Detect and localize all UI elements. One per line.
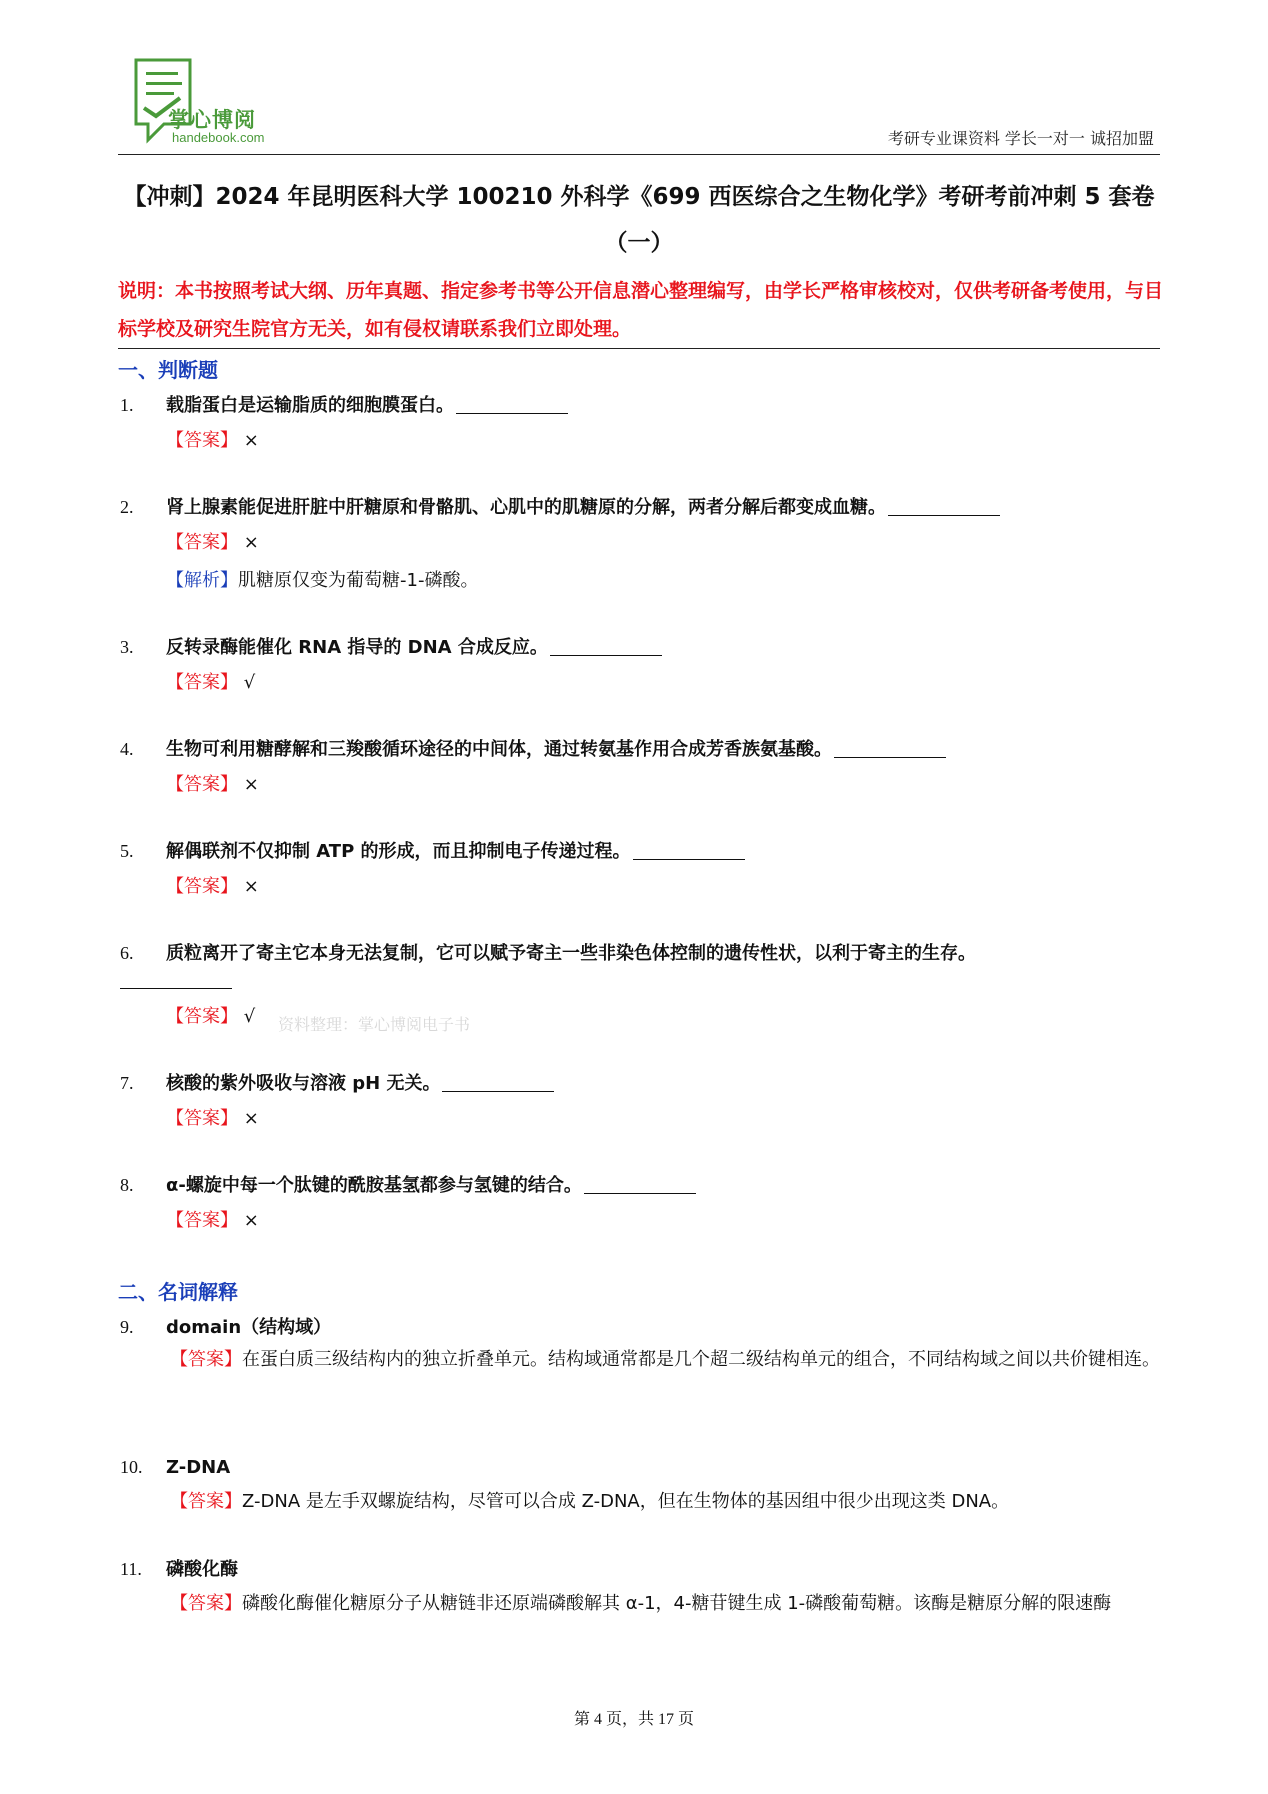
answer-line: 【答案】 × <box>166 430 259 451</box>
term-answer: 【答案】磷酸化酶催化糖原分子从糖链非还原端磷酸解其 α-1，4-糖苷键生成 1-磷酸葡萄糖。该酶是糖原分解的限速酶 <box>170 1593 1112 1614</box>
answer-blank <box>888 497 1000 516</box>
page-number: 第 4 页，共 17 页 <box>573 1711 694 1728</box>
answer-line: 【答案】 × <box>166 774 259 795</box>
question-item: 2. 肾上腺素能促进肝脏中肝糖原和骨骼肌、心肌中的肌糖原的分解，两者分解后都变成血糖。 <box>120 494 1162 521</box>
analysis-line: 【解析】肌糖原仅变为葡萄糖-1-磷酸。 <box>166 570 479 591</box>
logo-site-text: handebook.com <box>172 130 265 145</box>
answer-line: 【答案】 × <box>166 1108 259 1129</box>
question-item: 4. 生物可利用糖酵解和三羧酸循环途径的中间体，通过转氨基作用合成芳香族氨基酸。 <box>120 736 1162 763</box>
logo-brand-text: 掌心博阅 <box>168 108 256 132</box>
answer-blank <box>442 1073 554 1092</box>
term-item: 10. Z-DNA <box>120 1457 231 1478</box>
answer-blank <box>120 970 232 989</box>
answer-line: 【答案】 √ <box>166 1006 256 1027</box>
section-heading-terms: 二、名词解释 <box>118 1280 238 1304</box>
question-item: 3. 反转录酶能催化 RNA 指导的 DNA 合成反应。 <box>120 634 1162 661</box>
question-item: 1. 载脂蛋白是运输脂质的细胞膜蛋白。 <box>120 392 1162 419</box>
page-title: 【冲刺】2024 年昆明医科大学 100210 外科学《699 西医综合之生物化学》考研考前冲刺 5 套卷（一） <box>123 184 1155 256</box>
term-answer: 【答案】在蛋白质三级结构内的独立折叠单元。结构域通常都是几个超二级结构单元的组合，不同结构域之间以共价键相连。 <box>170 1349 1160 1370</box>
answer-blank <box>456 395 568 414</box>
term-item: 9. domain（结构域） <box>120 1317 332 1338</box>
answer-blank <box>584 1175 696 1194</box>
term-item: 11. 磷酸化酶 <box>120 1559 238 1580</box>
question-item: 5. 解偶联剂不仅抑制 ATP 的形成，而且抑制电子传递过程。 <box>120 838 1162 865</box>
question-item: 6. 质粒离开了寄主它本身无法复制，它可以赋予寄主一些非染色体控制的遗传性状，以利于寄主的生存。 <box>120 943 976 964</box>
question-item: 7. 核酸的紫外吸收与溶液 pH 无关。 <box>120 1070 1162 1097</box>
answer-line: 【答案】 × <box>166 532 259 553</box>
watermark-text: 资料整理：掌心博阅电子书 <box>278 1015 471 1034</box>
term-answer: 【答案】Z-DNA 是左手双螺旋结构，尽管可以合成 Z-DNA，但在生物体的基因组中很少出现这类 DNA。 <box>170 1491 1010 1512</box>
answer-blank <box>550 637 662 656</box>
answer-line: 【答案】 × <box>166 876 259 897</box>
answer-blank <box>633 841 745 860</box>
header-tagline: 考研专业课资料 学长一对一 诚招加盟 <box>887 129 1154 148</box>
header-divider <box>118 154 1160 155</box>
section-heading-true-false: 一、判断题 <box>118 358 218 382</box>
question-item: 8. α-螺旋中每一个肽键的酰胺基氢都参与氢键的结合。 <box>120 1172 1162 1199</box>
answer-blank-row <box>120 968 1162 994</box>
answer-line: 【答案】 × <box>166 1210 259 1231</box>
disclaimer-notice: 说明：本书按照考试大纲、历年真题、指定参考书等公开信息潜心整理编写，由学长严格审核校对，仅供考研备考使用，与目标学校及研究生院官方无关，如有侵权请联系我们立即处理。 <box>118 280 1164 340</box>
answer-line: 【答案】 √ <box>166 672 256 693</box>
answer-blank <box>834 739 946 758</box>
notice-divider <box>118 348 1160 349</box>
